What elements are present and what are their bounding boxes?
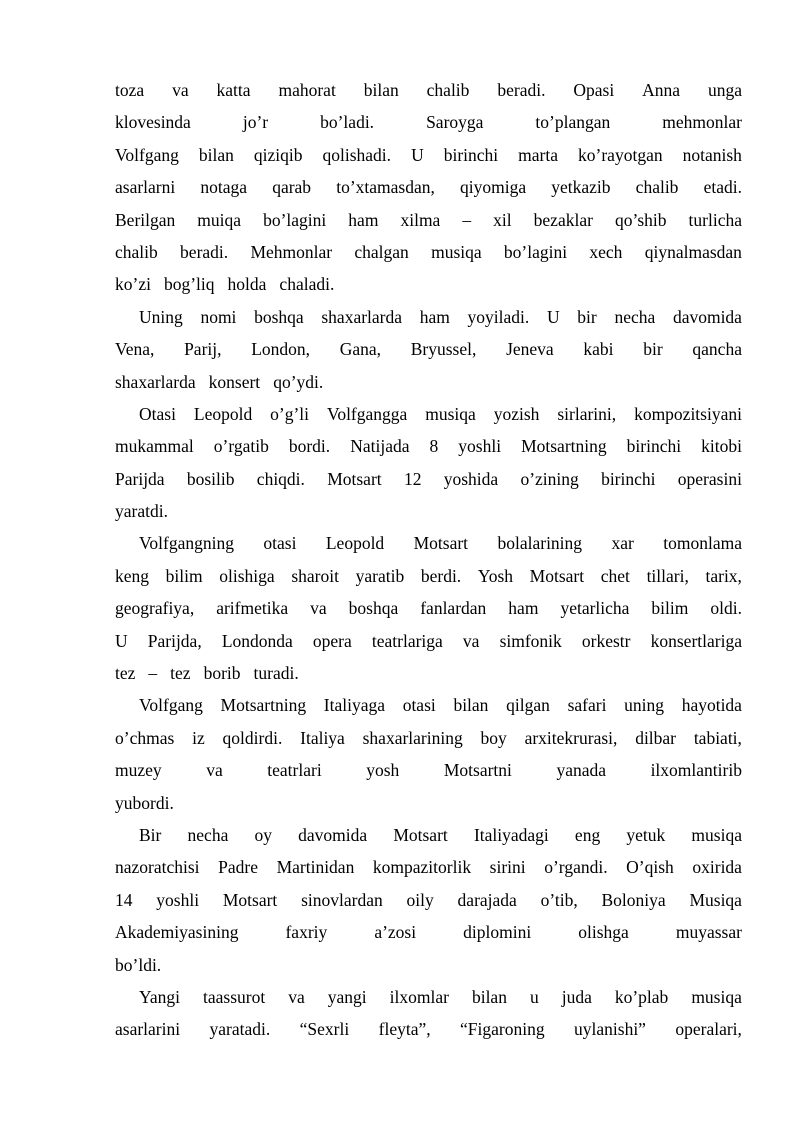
word: bilan: [363, 80, 399, 100]
text-line: [115, 74, 742, 106]
word: xilma: [400, 209, 441, 230]
word: Gana,: [339, 339, 382, 360]
word: operalari,: [675, 1019, 742, 1040]
word: Londonda: [221, 630, 293, 651]
word: Jeneva: [506, 339, 554, 360]
word: Martinidan: [276, 857, 355, 878]
word: tez: [115, 663, 136, 684]
document-page: [115, 74, 742, 1046]
word: ilxomlantirib: [650, 760, 742, 781]
text-line: [115, 204, 742, 236]
text-line: [115, 722, 742, 754]
word: Leopold: [193, 403, 253, 424]
text-line: [115, 106, 742, 138]
word: bolalarining: [497, 533, 583, 554]
word: musiqa: [431, 241, 482, 262]
word: Motsartni: [443, 760, 512, 781]
word: O’qish: [626, 857, 674, 878]
word: qiynalmasdan: [644, 241, 742, 262]
word: hayotida: [681, 695, 742, 716]
word: Yangi: [139, 986, 181, 1007]
word: toza: [115, 80, 145, 100]
word: geografiya,: [115, 598, 195, 619]
word: uning: [624, 695, 664, 716]
word: bilan: [471, 986, 507, 1007]
word: Motsartning: [220, 695, 307, 716]
word: qiyomiga: [460, 177, 527, 198]
word: tarix,: [705, 565, 742, 586]
word: u: [529, 986, 539, 1007]
word: beradi.: [497, 80, 546, 100]
word: muzey: [115, 760, 162, 781]
text-line: [115, 139, 742, 171]
word: xil: [493, 209, 512, 230]
word: Volfgang: [139, 695, 203, 716]
word: juda: [561, 986, 592, 1007]
word: ilxomlar: [389, 986, 449, 1007]
word: necha: [614, 306, 656, 327]
text-line: [115, 819, 742, 851]
word: Parijda,: [147, 630, 202, 651]
word: Bryussel,: [410, 339, 477, 360]
word: Motsart: [413, 533, 469, 554]
word: simfonik: [499, 630, 562, 651]
word: bir: [643, 339, 663, 360]
word: qo’ydi.: [273, 371, 324, 392]
word: bo’lagini: [503, 241, 568, 262]
word: “Sexrli: [299, 1019, 350, 1040]
word: Vena,: [115, 339, 155, 360]
word: ham: [508, 598, 539, 619]
text-line: [115, 657, 742, 689]
word: arxitekrurasi,: [524, 727, 618, 748]
word: qiziqib: [253, 144, 303, 165]
word: Uning: [139, 306, 183, 327]
word: Saroyga: [426, 112, 484, 133]
word: Natijada: [350, 436, 410, 457]
word: bo’lagini: [263, 209, 327, 230]
word: asarlarni: [115, 177, 176, 198]
text-line: [115, 981, 742, 1013]
word: ham: [348, 209, 379, 230]
word: qilgan: [506, 695, 550, 716]
word: marta: [518, 144, 559, 165]
word: bilan: [198, 144, 234, 165]
text-line: [115, 787, 742, 819]
word: Motsartning: [521, 436, 607, 457]
word: yetkazib: [551, 177, 611, 198]
word: safari: [567, 695, 607, 716]
word: necha: [187, 824, 229, 845]
word: arifmetika: [216, 598, 289, 619]
word: teatrlariga: [371, 630, 443, 651]
word: xech: [589, 241, 623, 262]
word: chiqdi.: [256, 468, 305, 489]
word: va: [310, 598, 327, 619]
word: birinchi: [443, 144, 499, 165]
text-line: [115, 560, 742, 592]
word: olishiga: [219, 565, 275, 586]
word: Motsart: [222, 889, 278, 910]
word: notaga: [200, 177, 248, 198]
word: Italiya: [300, 727, 345, 748]
word: to’plangan: [535, 112, 611, 133]
word: Parij,: [184, 339, 222, 360]
word: notanish: [682, 144, 742, 165]
text-line: [115, 689, 742, 721]
text-line: [115, 527, 742, 559]
word: bezaklar: [533, 209, 593, 230]
word: Bir: [139, 824, 162, 845]
word: “Figaroning: [460, 1019, 545, 1040]
word: va: [206, 760, 223, 781]
word: davomida: [672, 306, 742, 327]
word: yoshli: [458, 436, 502, 457]
word: –: [148, 663, 158, 684]
text-line: [115, 851, 742, 883]
word: bordi.: [288, 436, 331, 457]
text-line: [115, 301, 742, 333]
word: otasi: [263, 533, 297, 554]
word: sirini: [489, 857, 526, 878]
word: va: [462, 630, 480, 651]
text-line: [115, 171, 742, 203]
word: yoshida: [443, 468, 499, 489]
word: London,: [251, 339, 311, 360]
word: borib: [203, 663, 241, 684]
word: oily: [406, 889, 434, 910]
word: katta: [216, 80, 251, 100]
word: mahorat: [278, 80, 336, 100]
word: yetarlicha: [560, 598, 630, 619]
word: oy: [254, 824, 272, 845]
text-line: [115, 916, 742, 948]
word: Volfgangga: [326, 403, 408, 424]
word: bosilib: [186, 468, 235, 489]
text-line: [115, 884, 742, 916]
word: dilbar: [635, 727, 677, 748]
text-line: [115, 430, 742, 462]
word: chet: [600, 565, 630, 586]
word: yozish: [493, 403, 540, 424]
word: bo’ldi.: [115, 954, 162, 975]
word: turadi.: [253, 663, 299, 684]
word: Italiyadagi: [473, 824, 549, 845]
word: Motsart: [327, 468, 382, 489]
word: Opasi: [573, 80, 615, 100]
word: teatrlari: [267, 760, 322, 781]
word: o’rgandi.: [544, 857, 608, 878]
word: musiqa: [691, 824, 742, 845]
word: chaladi.: [279, 274, 335, 295]
word: kabi: [583, 339, 614, 360]
word: sharoit: [291, 565, 339, 586]
word: yosh: [366, 760, 400, 781]
word: yaratib: [355, 565, 405, 586]
word: –: [462, 209, 472, 230]
word: yetuk: [626, 824, 666, 845]
word: o’chmas: [115, 727, 175, 748]
word: Boloniya: [601, 889, 666, 910]
text-line: [115, 333, 742, 365]
word: bir: [577, 306, 597, 327]
word: chalib: [115, 241, 158, 262]
word: mehmonlar: [662, 112, 742, 133]
word: fanlardan: [420, 598, 487, 619]
word: otasi: [402, 695, 436, 716]
word: muiqa: [197, 209, 242, 230]
word: nomi: [200, 306, 237, 327]
word: kompazitorlik: [372, 857, 472, 878]
word: klovesinda: [115, 112, 191, 133]
word: Volfgangning: [139, 533, 234, 554]
word: o’g’li: [270, 403, 310, 424]
word: berdi.: [420, 565, 462, 586]
word: bilim: [165, 565, 203, 586]
word: oldi.: [710, 598, 742, 619]
word: boshqa: [348, 598, 399, 619]
word: Yosh: [477, 565, 514, 586]
text-line: [115, 366, 742, 398]
word: jo’r: [242, 112, 269, 133]
word: fleyta”,: [378, 1019, 431, 1040]
text-line: [115, 463, 742, 495]
word: Mehmonlar: [250, 241, 333, 262]
word: bilan: [453, 695, 489, 716]
word: chalib: [635, 177, 679, 198]
word: sirlarini,: [557, 403, 617, 424]
word: tillari,: [646, 565, 689, 586]
word: unga: [707, 80, 742, 100]
word: va: [288, 986, 305, 1007]
word: ko’zi: [115, 274, 151, 295]
text-line: [115, 754, 742, 786]
word: 8: [429, 436, 439, 457]
word: kitobi: [701, 436, 742, 457]
word: Otasi: [139, 403, 176, 424]
word: musiqa: [691, 986, 742, 1007]
word: Motsart: [529, 565, 585, 586]
word: holda: [227, 274, 267, 295]
word: a’zosi: [374, 922, 417, 943]
word: olishga: [578, 922, 629, 943]
word: qolishadi.: [322, 144, 392, 165]
word: taassurot: [203, 986, 266, 1007]
word: darajada: [457, 889, 517, 910]
word: tabiati,: [693, 727, 742, 748]
word: Berilgan: [115, 209, 176, 230]
word: asarlarini: [115, 1019, 181, 1040]
word: shaxarlarda: [115, 371, 196, 392]
word: Italiyaga: [323, 695, 385, 716]
word: yubordi.: [115, 792, 174, 813]
word: turlicha: [688, 209, 742, 230]
word: birinchi: [626, 436, 682, 457]
word: U: [411, 144, 424, 165]
text-line: [115, 495, 742, 527]
word: ham: [419, 306, 450, 327]
word: Motsart: [393, 824, 448, 845]
word: musiqa: [425, 403, 476, 424]
word: beradi.: [180, 241, 229, 262]
word: qo’shib: [614, 209, 667, 230]
word: faxriy: [285, 922, 328, 943]
word: Anna: [642, 80, 681, 100]
word: ko’rayotgan: [578, 144, 663, 165]
word: oxirida: [692, 857, 742, 878]
word: shaxarlarining: [362, 727, 463, 748]
word: Padre: [218, 857, 258, 878]
word: Akademiyasining: [115, 922, 239, 943]
word: to’xtamasdan,: [336, 177, 435, 198]
word: xar: [611, 533, 634, 554]
word: bo’ladi.: [320, 112, 375, 133]
word: yoyiladi.: [467, 306, 530, 327]
word: o’tib,: [540, 889, 578, 910]
word: keng: [115, 565, 150, 586]
word: eng: [574, 824, 601, 845]
word: opera: [312, 630, 352, 651]
word: konsertlariga: [650, 630, 742, 651]
word: 14: [115, 889, 133, 910]
word: uylanishi”: [574, 1019, 646, 1040]
word: boy: [480, 727, 507, 748]
word: kompozitsiyani: [634, 403, 742, 424]
word: ko’plab: [614, 986, 669, 1007]
word: bilim: [651, 598, 689, 619]
word: orkestr: [581, 630, 631, 651]
text-line: [115, 1013, 742, 1045]
word: konsert: [208, 371, 261, 392]
word: qancha: [692, 339, 742, 360]
word: U: [546, 306, 560, 327]
word: chalgan: [354, 241, 409, 262]
word: qarab: [272, 177, 312, 198]
word: tomonlama: [663, 533, 742, 554]
word: birinchi: [601, 468, 656, 489]
word: iz: [192, 727, 205, 748]
word: Musiqa: [689, 889, 742, 910]
word: etadi.: [703, 177, 742, 198]
text-line: [115, 398, 742, 430]
word: diplomini: [463, 922, 532, 943]
word: bog’liq: [163, 274, 215, 295]
text-line: [115, 592, 742, 624]
word: shaxarlarda: [321, 306, 403, 327]
word: Parijda: [115, 468, 165, 489]
word: 12: [403, 468, 422, 489]
word: yoshli: [156, 889, 200, 910]
word: yangi: [327, 986, 367, 1007]
text-line: [115, 268, 742, 300]
word: o’rgatib: [213, 436, 269, 457]
word: mukammal: [115, 436, 194, 457]
word: va: [172, 80, 189, 100]
word: Volfgang: [115, 144, 179, 165]
word: sinovlardan: [301, 889, 383, 910]
word: yanada: [556, 760, 607, 781]
word: davomida: [298, 824, 368, 845]
word: yaratdi.: [115, 501, 168, 522]
word: muyassar: [675, 922, 742, 943]
word: operasini: [677, 468, 742, 489]
word: yaratadi.: [209, 1019, 271, 1040]
word: tez: [170, 663, 191, 684]
word: qoldirdi.: [222, 727, 283, 748]
word: chalib: [426, 80, 470, 100]
text-line: [115, 625, 742, 657]
text-line: [115, 949, 742, 981]
word: nazoratchisi: [115, 857, 200, 878]
word: boshqa: [254, 306, 304, 327]
word: o’zining: [520, 468, 579, 489]
word: Leopold: [325, 533, 385, 554]
text-line: [115, 236, 742, 268]
word: U: [115, 630, 128, 651]
